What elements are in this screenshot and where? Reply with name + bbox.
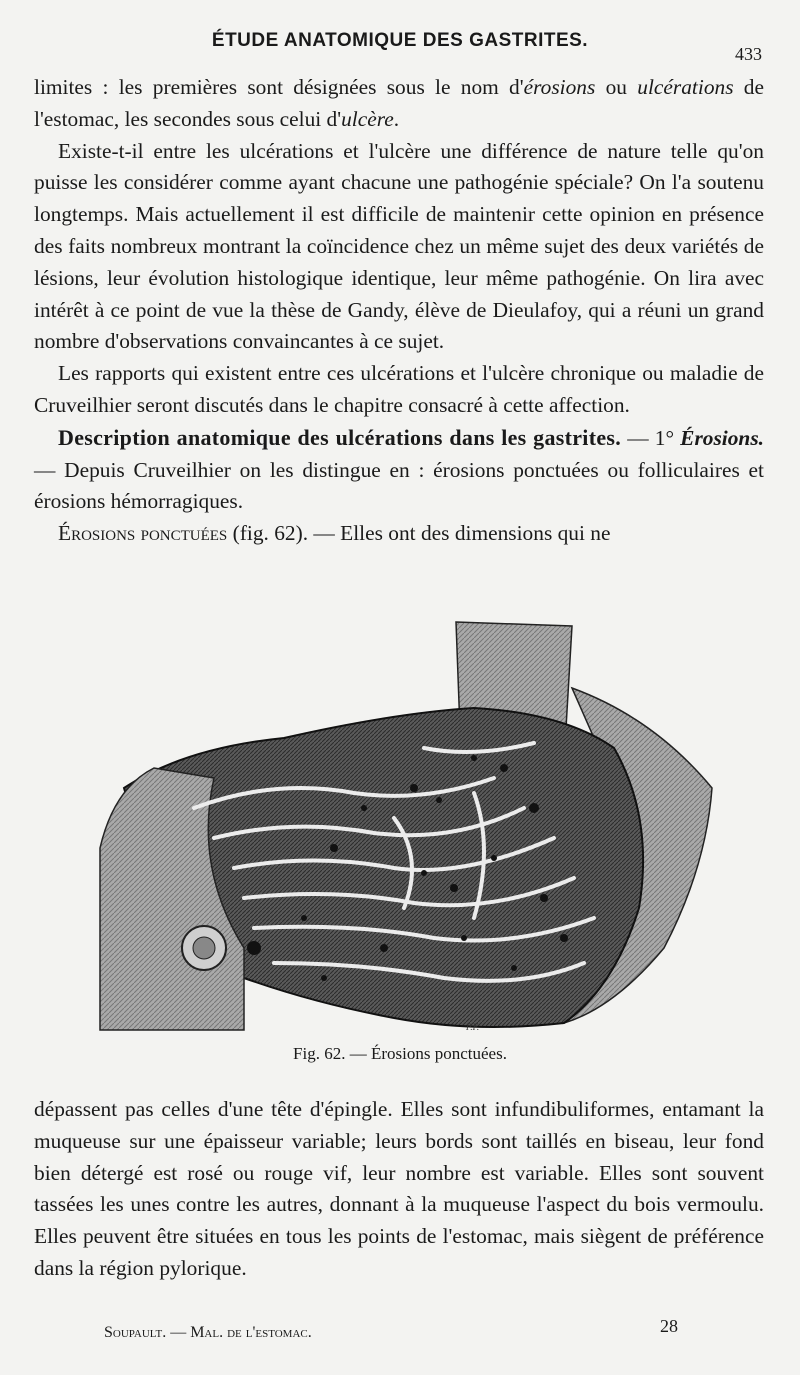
lower-text-block [34,1094,764,1285]
figure-caption: Fig. 62. — Érosions ponctuées. [293,1044,507,1063]
paragraph-rapports: Les rapports qui existent entre ces ulcérations et l'ulcère chronique ou maladie de Cruveilhier seront discutés dans le chapitre consacré à cette affection. [34,361,764,417]
italic-term: ulcère [341,106,394,131]
stomach-engraving [94,618,716,1038]
text-run: de l'estomac, les secondes sous celui d' [34,75,764,131]
text-run: (fig. 62). — Elles ont des dimensions qui ne [227,521,611,546]
footer-signature: Soupault. — Mal. de l'estomac. [104,1324,312,1341]
text-run: — 1° [621,425,681,450]
section-heading: Description anatomique des ulcérations dans les gastrites. [58,424,622,450]
paragraph-limites [34,72,764,136]
paragraph-difference: Existe-t-il entre les ulcérations et l'ulcère une différence de nature telle qu'on puisse les considérer comme ayant chacune une pathogénie spéciale? On l'a soutenu longtemps. Mais actuellement il est difficile de maintenir cette opinion en présence des faits nombreux montrant la coïncidence chez un même sujet des deux variétés de lésions, leur évolution histologique identique, leur même pathogénie. On lira avec intérêt à ce point de vue la thèse de Gandy, élève de Dieulafoy, qui a réuni un grand nombre d'observations convaincantes à ce sujet. [34,138,764,354]
italic-term: érosions [523,75,596,99]
subsection-heading: Érosions. [680,425,764,450]
paragraph-depassent: dépassent pas celles d'une tête d'épingle. Elles sont infundibuliformes, entamant la muqueuse sur une épaisseur variable; leurs bords sont taillés en biseau, leur fond bien détergé est rosé ou rouge vif, leur nombre est variable. Elles sont souvent tassées les unes contre les autres, donnant à la muqueuse l'aspect du bois vermoulu. Elles peuvent être situées en tous les points de l'estomac, mais siègent de préférence dans la région pylorique. [34,1097,764,1280]
italic-term: ulcérations [637,75,734,99]
text-run: — Depuis Cruveilhier on les distingue en : érosions ponctuées ou folliculaires et érosions hémorragiques. [34,457,764,514]
upper-text-block [34,72,764,550]
signature-number: 28 [660,1316,678,1336]
text-run: . [393,106,400,131]
pyloric-ring-center [193,937,215,959]
engraver-initials: P.F. [466,1022,480,1032]
stomach-engraving-figure [94,618,716,1038]
page-number: 433 [735,44,762,64]
text-run: limites : les premières sont désignées sous le nom d' [34,75,524,99]
text-run: ou [595,75,638,99]
smallcaps-label: Érosions ponctuées [58,521,228,546]
paragraph-erosions-ponctuees [34,518,764,550]
section-paragraph [34,422,764,518]
running-head: ÉTUDE ANATOMIQUE DES GASTRITES. [211,30,589,51]
